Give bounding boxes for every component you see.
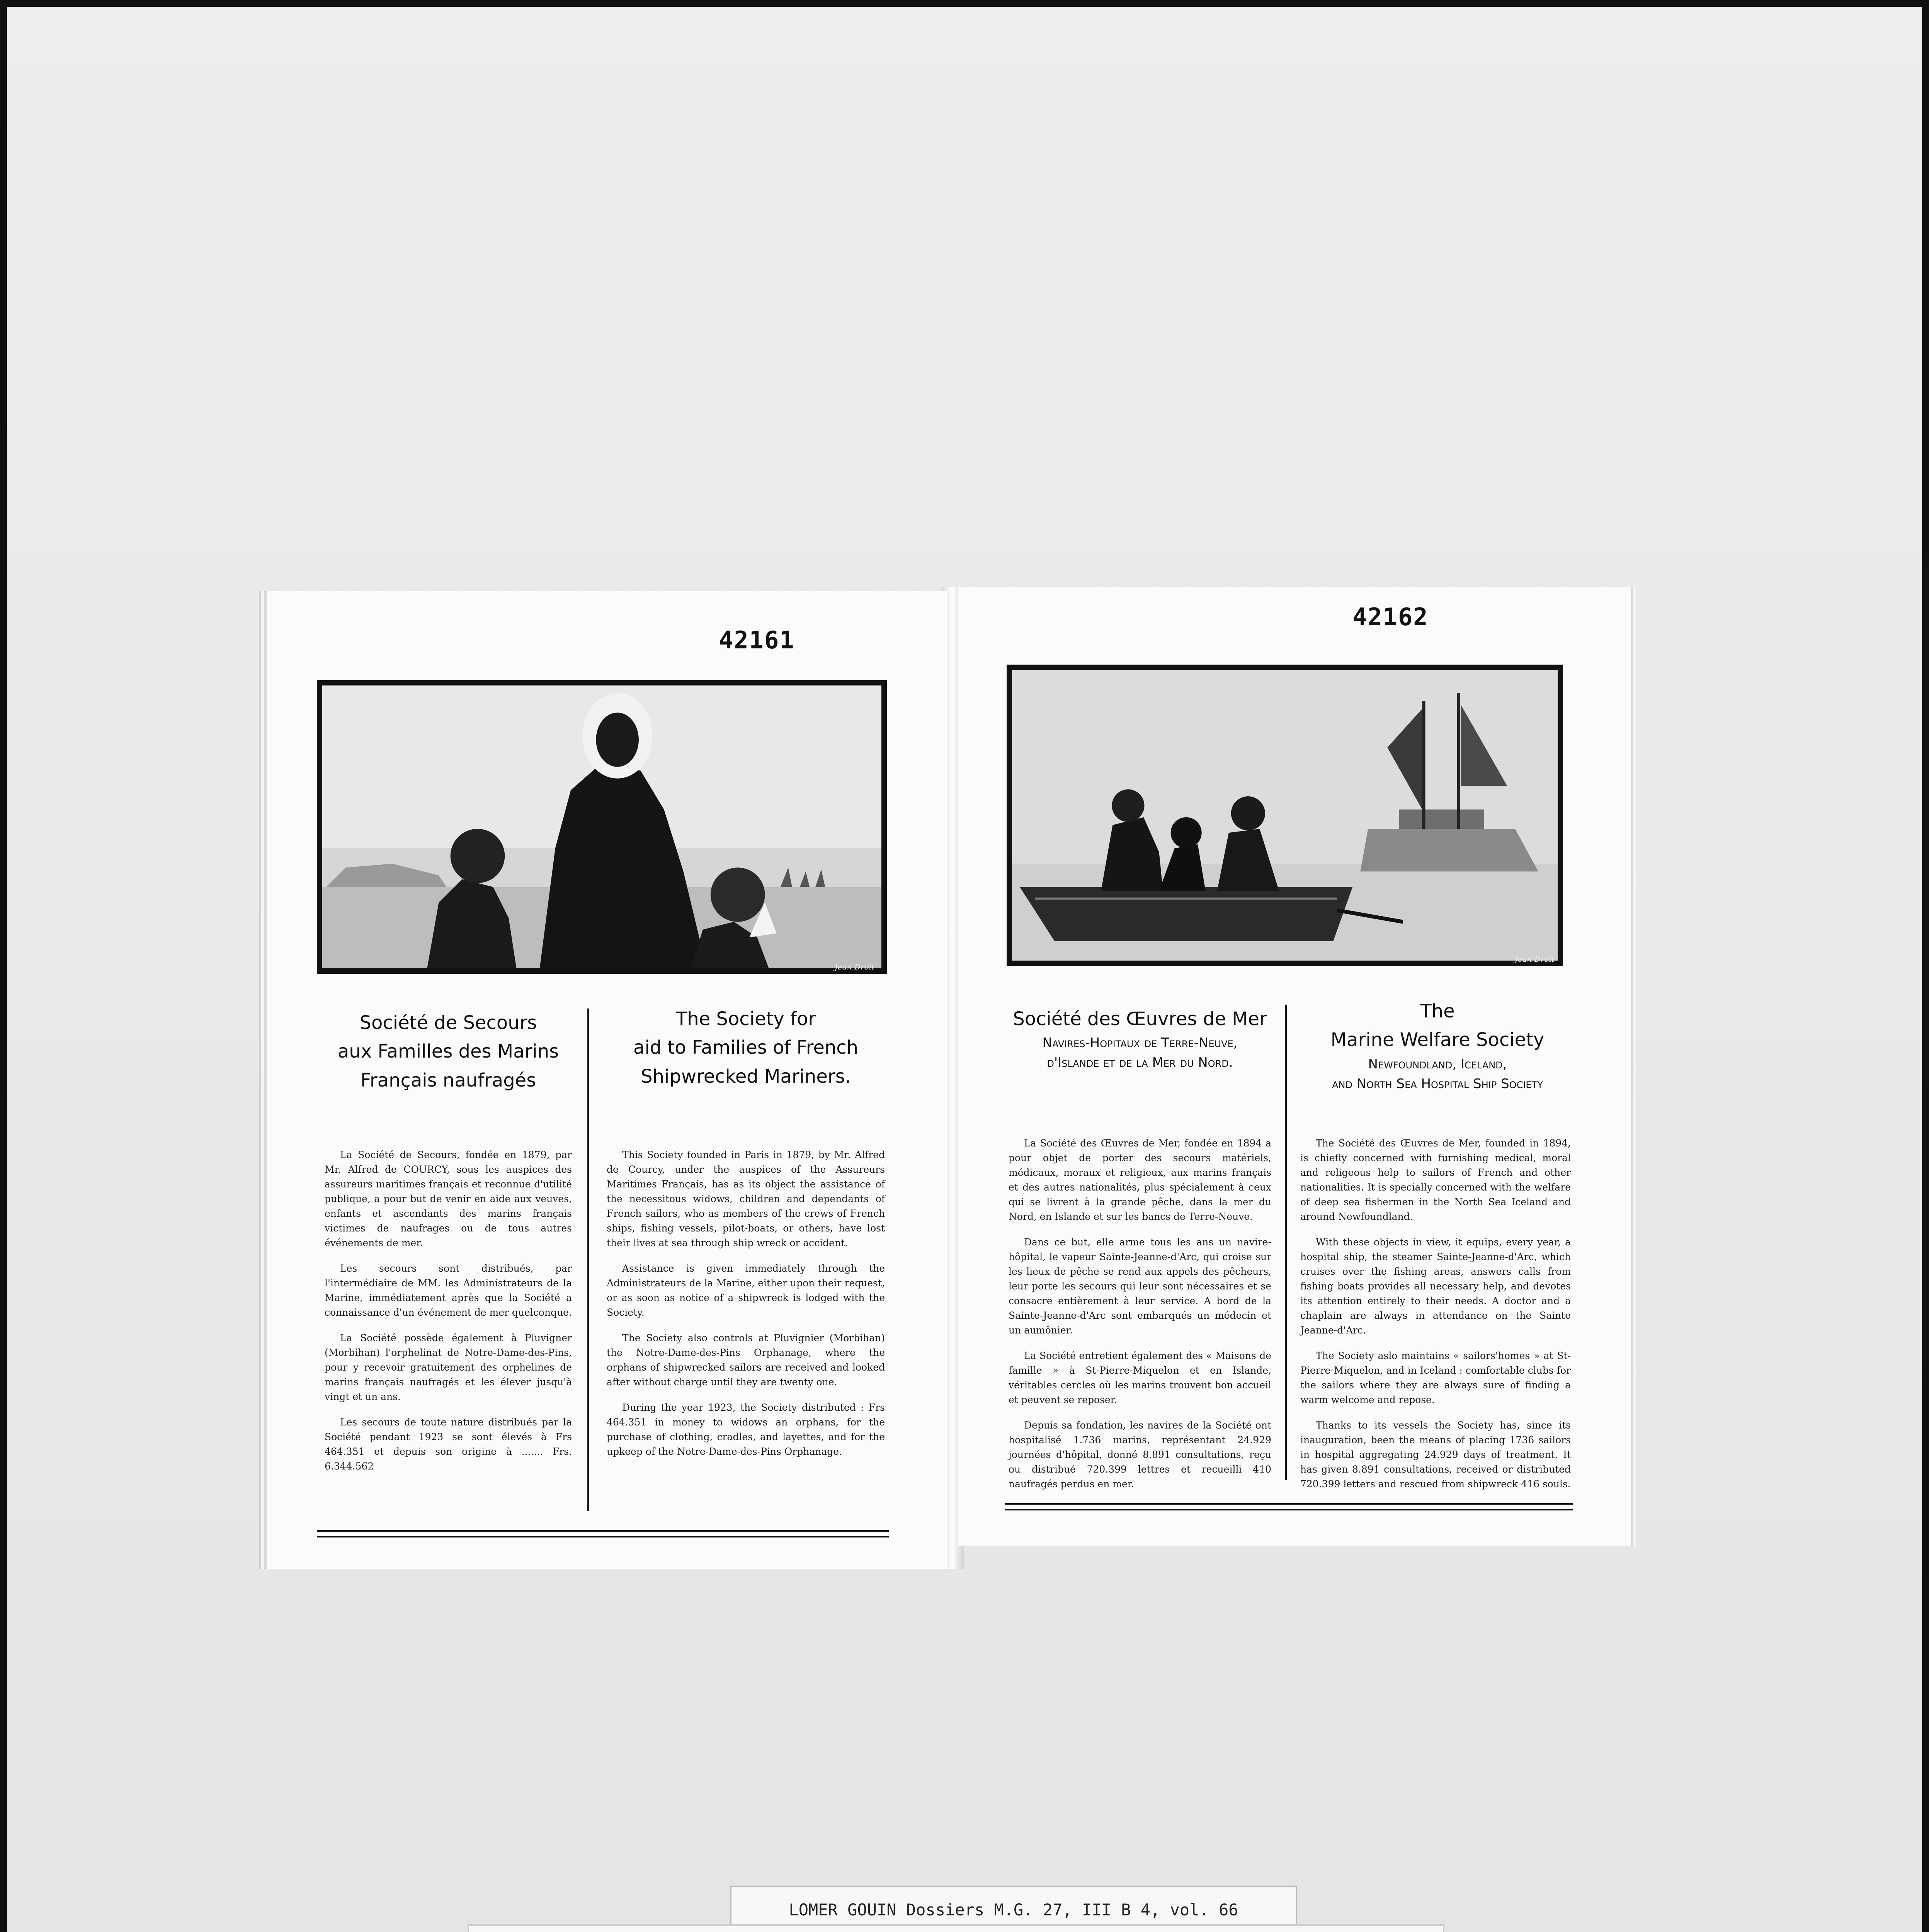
french-paragraph: La Société entretient également des « Maisons de famille » à St-Pierre-Miquelon et en Islande, véritables cercles où les marins trouvent bon accueil et peuvent se reposer. (1009, 1350, 1271, 1405)
archive-reference-label: LOMER GOUIN Dossiers M.G. 27, III B 4, vol. 66 (730, 1886, 1297, 1932)
french-paragraph: La Société des Œuvres de Mer, fondée en 1894 a pour objet de porter des secours matériels, médicaux, moraux et religieux, aux marins français et des autres nationalités, plus spécialement à ceux qui se livrent à la grande pêche, dans la mer du Nord, en Islande et sur les bancs de Terre-Neuve. (1009, 1138, 1271, 1222)
english-title-line-2: Marine Welfare Society (1330, 1029, 1545, 1051)
bottom-rule (317, 1536, 889, 1537)
french-title-line-1: Société de Secours (359, 1012, 537, 1034)
english-title-line-3: Shipwrecked Mariners. (641, 1065, 851, 1087)
english-title (1298, 997, 1577, 1094)
page-number: 42162 (1352, 603, 1429, 631)
english-paragraph: During the year 1923, the Society distributed : Frs 464.351 in money to widows an orphans, for the purchase of clothing, cradles, and layettes, and for the upkeep of the Notre-Dame-des-Pins Orphanage. (607, 1402, 885, 1457)
english-title-line-1: The Society for (675, 1008, 816, 1030)
french-text-column (1009, 1136, 1271, 1502)
french-title (1005, 1005, 1275, 1073)
column-divider (587, 1009, 589, 1511)
english-paragraph: With these objects in view, it equips, every year, a hospital ship, the steamer Sainte-Jeanne-d'Arc, which cruises over the fishing areas, answers calls from fishing boats provides all necessary help, and devotes its attention entirely to their needs. A doctor and a chaplain are always in attendance on the Sainte Jeanne-d'Arc. (1300, 1236, 1571, 1336)
english-title (607, 1005, 885, 1091)
french-paragraph: La Société possède également à Pluvigner (Morbihan) l'orphelinat de Notre-Dame-des-Pins, pour y recevoir gratuitement des orphelines de marins français naufragés et les élever jusqu'à vingt et un ans. (325, 1332, 572, 1402)
french-paragraph: Depuis sa fondation, les navires de la Société ont hospitalisé 1.736 marins, représentant 24.929 journées d'hôpital, donné 8.891 consultations, reçu ou distribué 720.399 lettres et recueilli 410 naufragés perdus en mer. (1009, 1420, 1271, 1490)
english-subtitle-line-2: and North Sea Hospital Ship Society (1332, 1076, 1543, 1092)
bottom-rule (317, 1530, 889, 1532)
english-paragraph: Assistance is given immediately through the Administrateurs de la Marine, either upon their request, or as soon as notice of a shipwreck is lodged with the Society. (607, 1263, 885, 1318)
french-subtitle-line-1: Navires-Hopitaux de Terre-Neuve, (1042, 1035, 1238, 1051)
left-page (267, 591, 947, 1569)
bottom-rule (1005, 1509, 1573, 1510)
archive-stamp-card (468, 1924, 1444, 1932)
illustration-signature: Jean Droit (835, 962, 875, 971)
english-paragraph: This Society founded in Paris in 1879, by Mr. Alfred de Courcy, under the auspices of the Assureurs Maritimes Français, has as its object the assistance of the necessitous widows, children and dependants of French sailors, who as members of the crews of French ships, fishing vessels, pilot-boats, or others, have lost their lives at sea through ship wreck or accident. (607, 1149, 885, 1248)
english-subtitle-line-1: Newfoundland, Iceland, (1368, 1056, 1507, 1072)
french-title-line-3: Français naufragés (360, 1069, 536, 1091)
hospital-ship-illustration (1012, 670, 1558, 961)
french-title-line-2: aux Familles des Marins (337, 1041, 559, 1063)
page-number: 42161 (719, 626, 795, 654)
english-paragraph: The Society also controls at Pluvignier (Morbihan) the Notre-Dame-des-Pins Orphanage, where the orphans of shipwrecked sailors are received and looked after without charge until they are twenty one. (607, 1332, 885, 1388)
illustration-family (317, 680, 887, 974)
column-divider (1285, 1005, 1287, 1480)
english-text-column (607, 1148, 885, 1470)
french-paragraph: La Société de Secours, fondée en 1879, par Mr. Alfred de COURCY, sous les auspices des assureurs maritimes français et reconnue d'utilité publique, a pour but de venir en aide aux veuves, enfants et ascendants des marins français victimes de naufrages ou de tous autres événements de mer. (325, 1149, 572, 1248)
english-title-line-1: The (1420, 1000, 1455, 1022)
family-illustration (322, 685, 881, 968)
english-title-line-2: aid to Families of French (633, 1037, 859, 1059)
bottom-rule (1005, 1503, 1573, 1505)
illustration-hospital-ship (1007, 665, 1563, 966)
french-text-column (325, 1148, 572, 1485)
right-page (958, 587, 1631, 1546)
english-paragraph: The Society aslo maintains « sailors'homes » at St-Pierre-Miquelon, and in Iceland : comfortable clubs for the sailors where they are always sure of finding a warm welcome and repose. (1300, 1350, 1571, 1405)
french-paragraph: Les secours de toute nature distribués par la Société pendant 1923 se sont élevés à Frs 464.351 et depuis son origine à ....... Frs. 6.344.562 (325, 1417, 572, 1472)
french-title-line: Société des Œuvres de Mer (1013, 1008, 1267, 1030)
french-title (325, 1009, 572, 1095)
english-paragraph: The Société des Œuvres de Mer, founded in 1894, is chiefly concerned with furnishing medical, moral and religeous help to sailors of French and other nationalities. It is specially concerned with the welfare of deep sea fishermen in the North Sea Iceland and around Newfoundland. (1300, 1138, 1571, 1222)
english-text-column (1300, 1136, 1571, 1502)
french-subtitle-line-2: d'Islande et de la Mer du Nord. (1047, 1055, 1233, 1071)
open-booklet (240, 580, 1638, 1573)
illustration-signature: Jean Droit (1515, 954, 1555, 964)
english-paragraph: Thanks to its vessels the Society has, since its inauguration, been the means of placing 1736 sailors in hospital aggregating 24.929 days of treatment. It has given 8.891 consultations, received or distributed 720.399 letters and rescued from shipwreck 416 souls. (1300, 1420, 1571, 1490)
french-paragraph: Les secours sont distribués, par l'intermédiaire de MM. les Administrateurs de la Marine, immédiatement après que la Société a connaissance d'un événement de mer quelconque. (325, 1263, 572, 1318)
french-paragraph: Dans ce but, elle arme tous les ans un navire-hôpital, le vapeur Sainte-Jeanne-d'Arc, qui croise sur les lieux de pêche se rend aux appels des pêcheurs, leur porte les secours qui leur sont nécessaires et se consacre entièrement à leur service. A bord de la Sainte-Jeanne-d'Arc sont embarqués un médecin et un aumônier. (1009, 1236, 1271, 1336)
